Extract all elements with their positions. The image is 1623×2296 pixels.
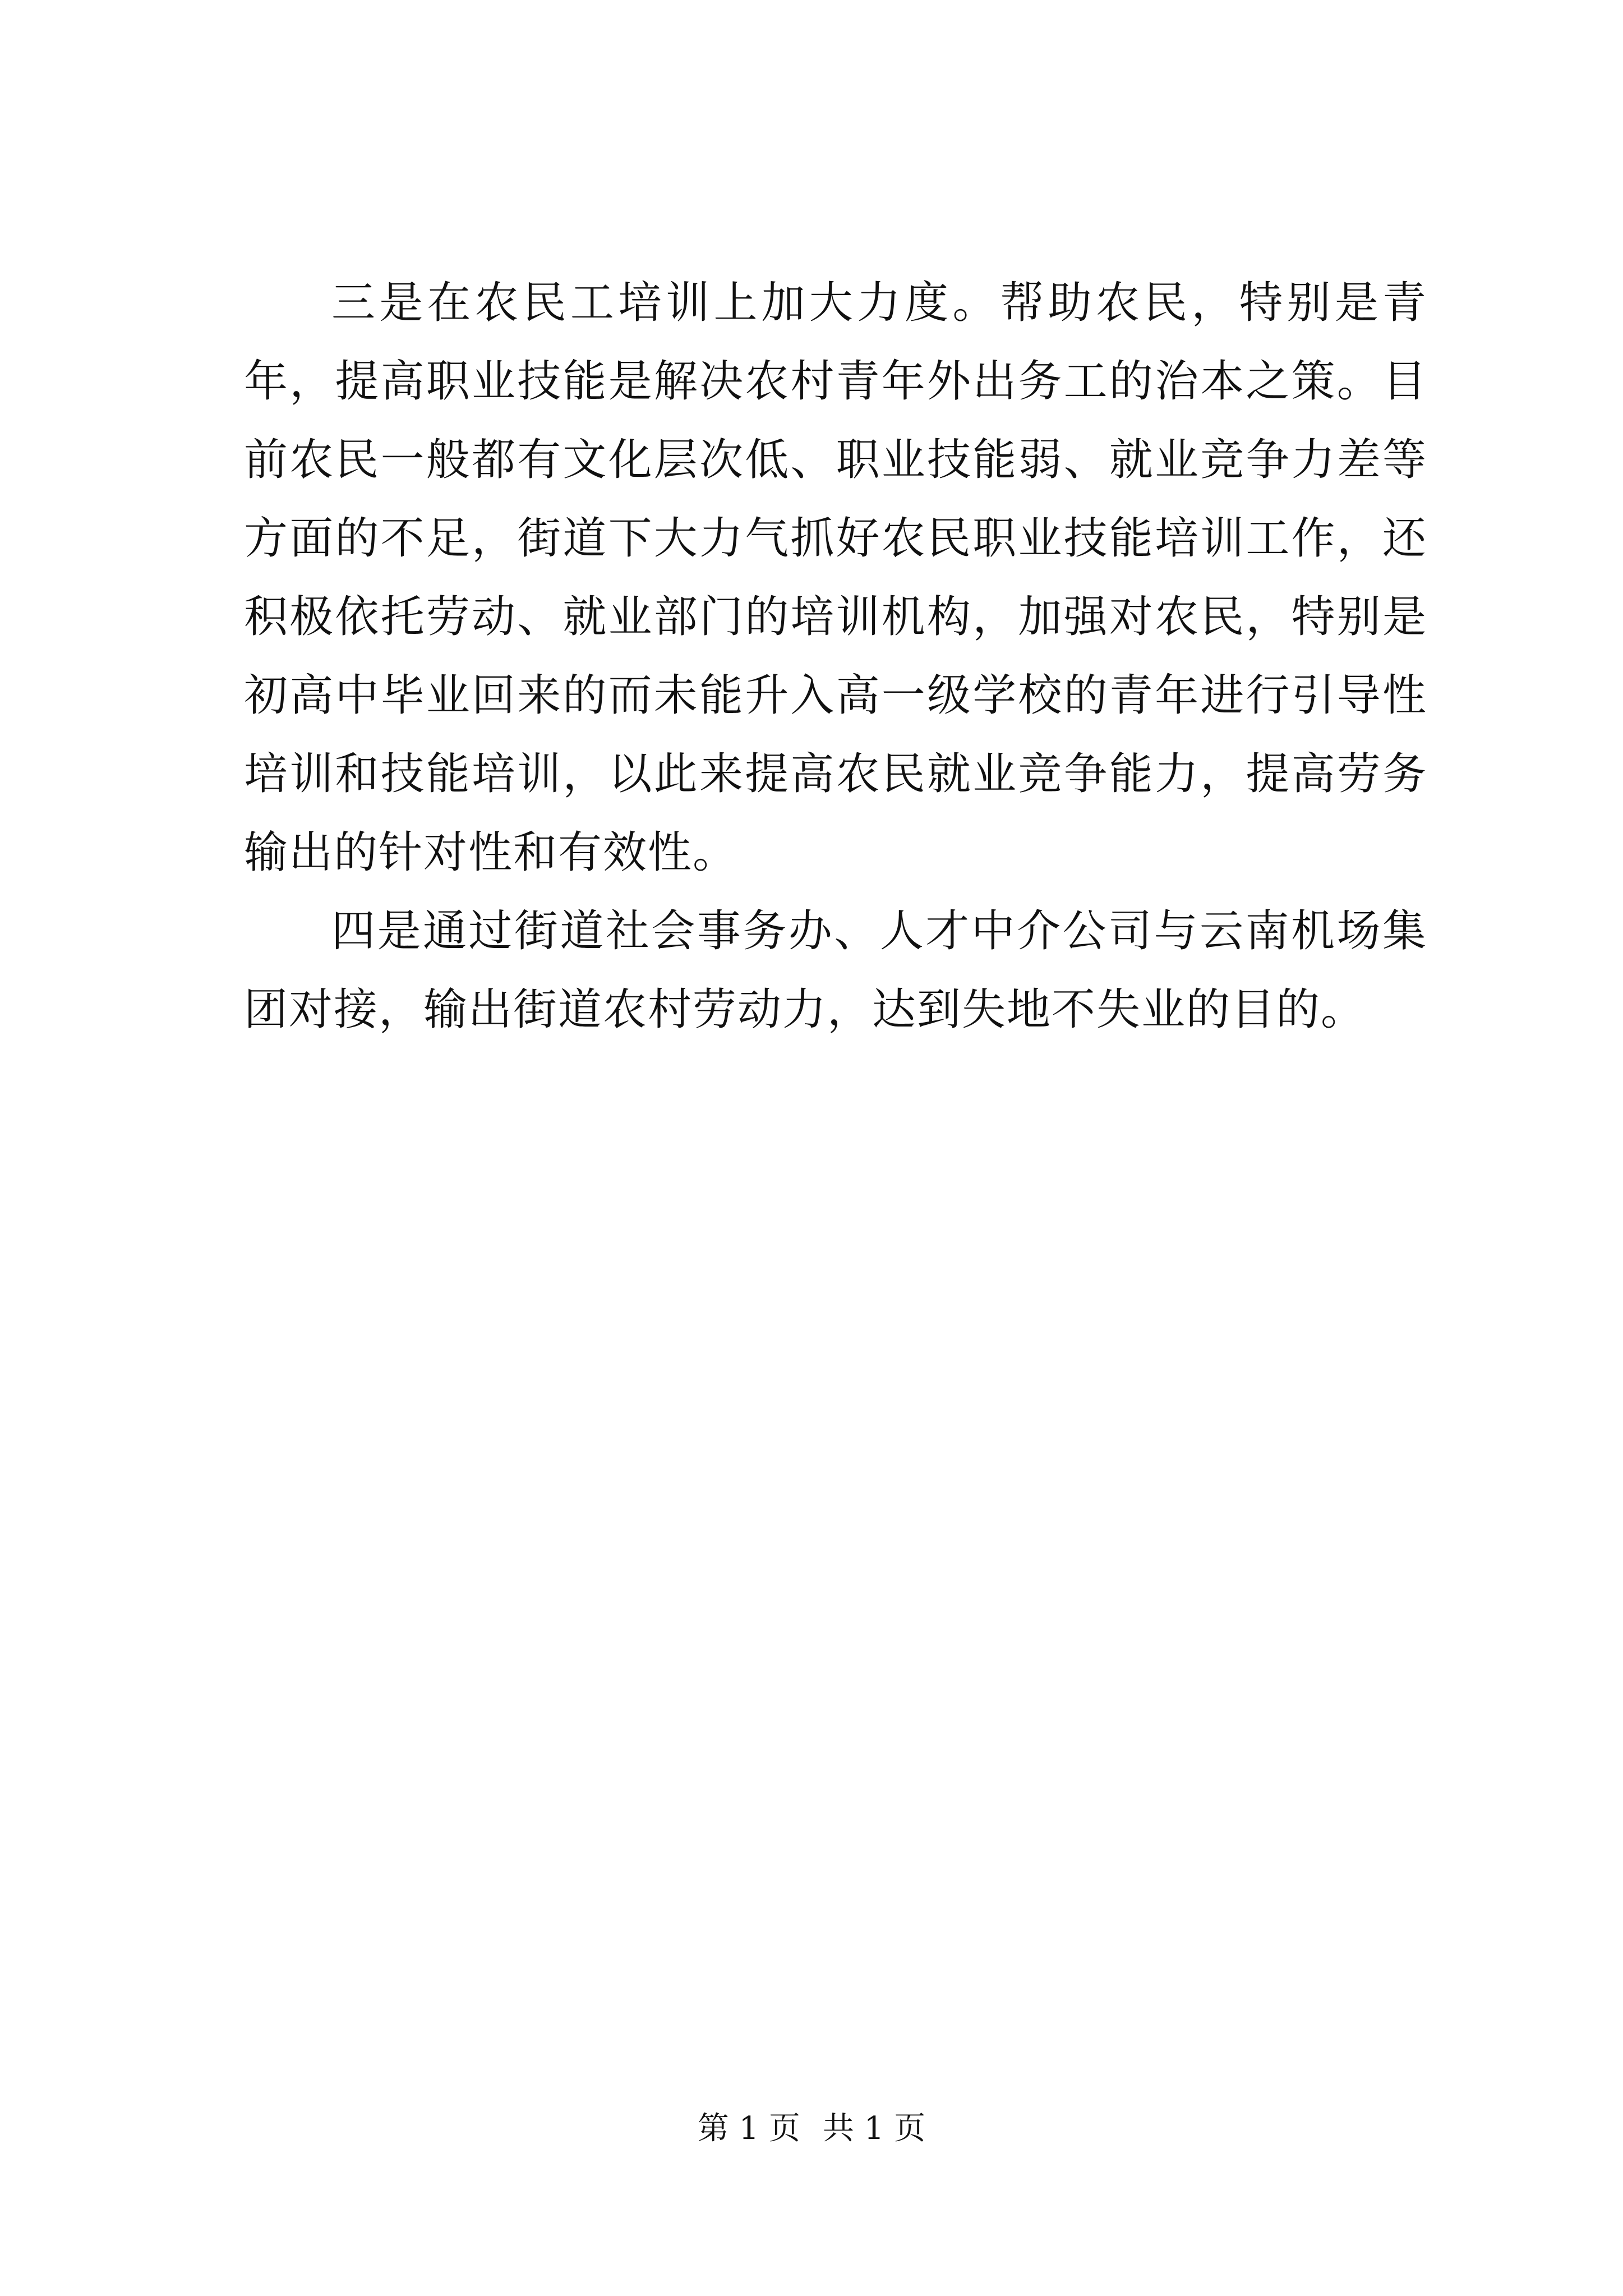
page-footer [0, 2106, 1623, 2151]
page-total: 共 1 页 [823, 2110, 926, 2147]
page-number: 第 1 页 [697, 2110, 800, 2147]
paragraph-4: 四是通过街道社会事务办、人才中介公司与云南机场集团对接，输出街道农村劳动力，达到失地不失业的目的。 [244, 906, 1427, 1035]
document-body [244, 264, 1427, 1049]
paragraph-3: 三是在农民工培训上加大力度。帮助农民，特别是青年，提高职业技能是解决农村青年外出务工的治本之策。目前农民一般都有文化层次低、职业技能弱、就业竞争力差等方面的不足，街道下大力气抓好农民职业技能培训工作，还积极依托劳动、就业部门的培训机构，加强对农民，特别是初高中毕业回来的而未能升入高一级学校的青年进行引导性培训和技能培训，以此来提高农民就业竞争能力，提高劳务输出的针对性和有效性。 [244, 278, 1427, 878]
